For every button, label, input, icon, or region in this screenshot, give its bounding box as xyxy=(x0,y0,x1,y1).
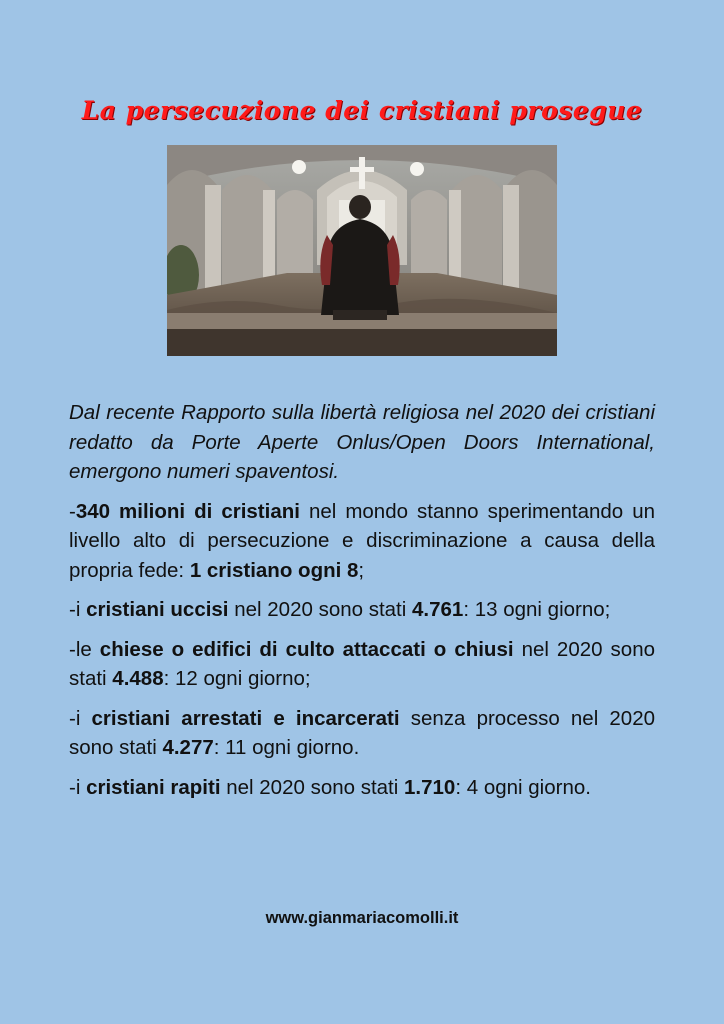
stat-item: -i cristiani arrestati e incarcerati senza processo nel 2020 sono stati 4.277: 11 ogni giorno. xyxy=(69,706,656,759)
stat-item: -le chiese o edifici di culto attaccati o chiusi nel 2020 sono stati 4.488: 12 ogni giorno; xyxy=(69,637,655,690)
stat-item: -i cristiani uccisi nel 2020 sono stati 4.761: 13 ogni giorno; xyxy=(69,598,611,621)
page-title: La persecuzione dei cristiani prosegue xyxy=(81,96,643,125)
church-ruins-photo xyxy=(167,145,557,356)
website-link[interactable]: www.gianmariacomolli.it xyxy=(265,909,459,927)
stat-item: -340 milioni di cristiani nel mondo stanno sperimentando un livello alto di persecuzione e discriminazione a causa della propria fede: 1 cristiano ogni 8; xyxy=(69,499,655,582)
stat-item: -i cristiani rapiti nel 2020 sono stati 1.710: 4 ogni giorno. xyxy=(69,775,591,799)
article-body xyxy=(69,398,655,812)
intro-paragraph: Dal recente Rapporto sulla libertà religiosa nel 2020 dei cristiani redatto da Porte Aperte Onlus/Open Doors International, emergono numeri spaventosi. xyxy=(69,401,655,483)
